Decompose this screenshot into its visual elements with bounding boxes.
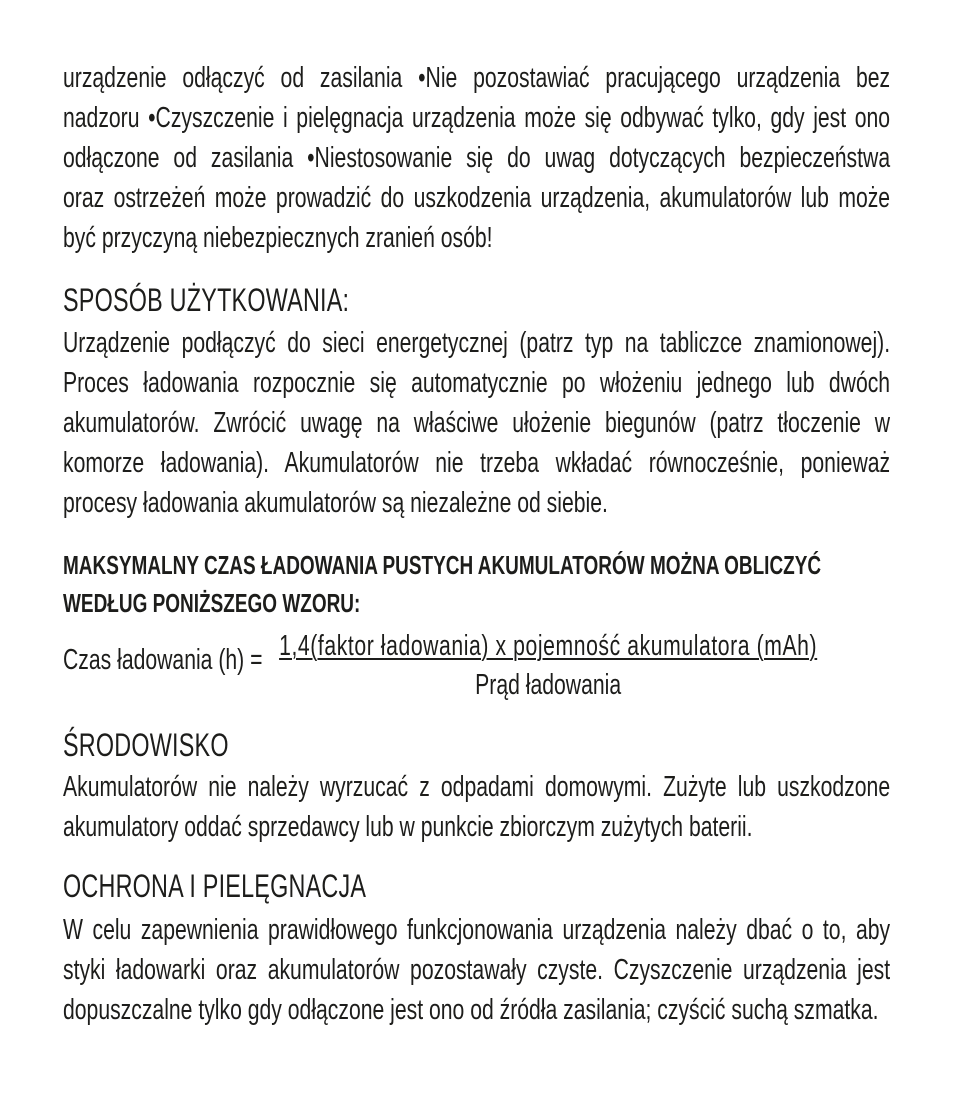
paragraph-line: akumulatory oddać sprzedawcy lub w punkcie zbiorczym zużytych baterii. (63, 811, 753, 843)
formula-denominator: Prąd ładowania (475, 669, 622, 701)
paragraph-line: nadzoru •Czyszczenie i pielęgnacja urządzenia może się odbywać tylko, gdy jest ono (63, 102, 891, 134)
paragraph-line: Akumulatorów nie należy wyrzucać z odpadami domowymi. Zużyte lub uszkodzone (63, 771, 891, 803)
care-heading: OCHRONA I PIELĘGNACJA (63, 868, 367, 904)
formula-lhs: Czas ładowania (h) = (63, 644, 263, 676)
usage-heading: SPOSÓB UŻYTKOWANIA: (63, 282, 350, 318)
usage-paragraph (63, 323, 890, 523)
paragraph-line: urządzenie odłączyć od zasilania •Nie pozostawiać pracującego urządzenia bez (63, 62, 891, 94)
paragraph-line: W celu zapewnienia prawidłowego funkcjonowania urządzenia należy dbać o to, aby (63, 914, 891, 946)
care-paragraph (63, 910, 890, 1030)
environment-paragraph (63, 767, 890, 847)
paragraph-line: Proces ładowania rozpocznie się automatycznie po włożeniu jednego lub dwóch (63, 367, 891, 399)
paragraph-line: być przyczyną niebezpiecznych zranień osób! (63, 222, 493, 254)
subheading-line: MAKSYMALNY CZAS ŁADOWANIA PUSTYCH AKUMULATORÓW MOŻNA OBLICZYĆ (63, 550, 822, 580)
subheading-line: WEDŁUG PONIŻSZEGO WZORU: (63, 588, 361, 618)
paragraph-line: styki ładowarki oraz akumulatorów pozostawały czyste. Czyszczenie urządzenia jest (63, 954, 891, 986)
paragraph-line: akumulatorów. Zwrócić uwagę na właściwe ułożenie biegunów (patrz tłoczenie w (63, 407, 891, 439)
paragraph-line: odłączone od zasilania •Niestosowanie się do uwag dotyczących bezpieczeństwa (63, 142, 891, 174)
paragraph-line: procesy ładowania akumulatorów są niezależne od siebie. (63, 487, 608, 519)
environment-heading: ŚRODOWISKO (63, 727, 229, 763)
paragraph-line: dopuszczalne tylko gdy odłączone jest ono od źródła zasilania; czyścić suchą szmatka. (63, 994, 879, 1026)
document-page (63, 0, 890, 1113)
environment-section-heading (63, 723, 890, 767)
care-section-heading (63, 864, 890, 908)
intro-paragraph (63, 58, 890, 258)
paragraph-line: Urządzenie podłączyć do sieci energetycznej (patrz typ na tabliczce znamionowej). (63, 327, 891, 359)
charge-time-subheading (63, 546, 890, 622)
paragraph-line: komorze ładowania). Akumulatorów nie trzeba wkładać równocześnie, ponieważ (63, 447, 891, 479)
formula-numerator: 1,4(faktor ładowania) x pojemność akumulatora (mAh) (279, 630, 818, 662)
charge-time-formula (63, 626, 890, 708)
usage-section-heading (63, 278, 890, 322)
paragraph-line: oraz ostrzeżeń może prowadzić do uszkodzenia urządzenia, akumulatorów lub może (63, 182, 891, 214)
formula-fraction (279, 626, 817, 705)
